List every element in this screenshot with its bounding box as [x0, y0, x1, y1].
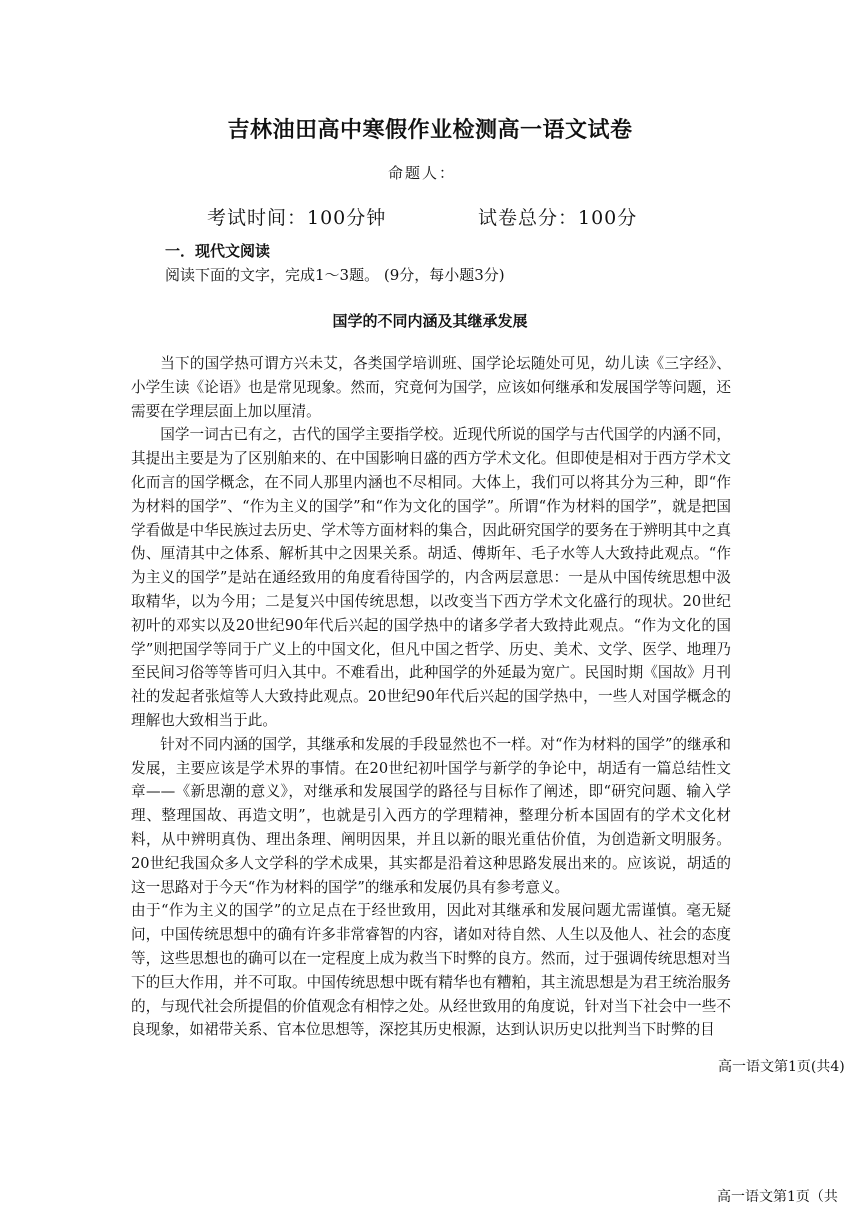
article-title: 国学的不同内涵及其继承发展 — [332, 312, 528, 330]
paragraph: 针对不同内涵的国学，其继承和发展的手段显然也不一样。对“作为材料的国学”的继承和发展，主要应该是学术界的事情。在20世纪初叶国学与新学的争论中，胡适有一篇总结性文章——《新思潮的意义》，对继承和发展国学的路径与目标作了阐述，即“研究问题、输入学理、整理国故、再造文明”，也就是引入西方的学理精神，整理分析本国固有的学术文化材料，从中辨明真伪、理出条理、阐明因果，并且以新的眼光重估价值，为创造新文明服务。20世纪我国众多人文学科的学术成果，其实都是沿着这种思路发展出来的。应该说，胡适的这一思路对于今天“作为材料的国学”的继承和发展仍具有参考意义。 — [131, 735, 731, 896]
author-label: 命题人： — [388, 164, 457, 182]
exam-title: 吉林油田高中寒假作业检测高一语文试卷 — [227, 118, 633, 143]
total-score: 试卷总分：100分 — [478, 207, 638, 229]
section-heading: 一．现代文阅读 — [165, 242, 271, 260]
article-body — [131, 352, 731, 1042]
paragraph: 国学一词古已有之，古代的国学主要指学校。近现代所说的国学与古代国学的内涵不同，其提出主要是为了区别舶来的、在中国影响日盛的西方学术文化。但即使是相对于西方学术文化而言的国学概念，在不同人那里内涵也不尽相同。大体上，我们可以将其分为三种，即“作为材料的国学”、“作为主义的国学”和“作为文化的国学”。所谓“作为材料的国学”，就是把国学看做是中华民族过去历史、学术等方面材料的集合，因此研究国学的要务在于辨明其中之真伪、厘清其中之体系、解析其中之因果关系。胡适、傅斯年、毛子水等人大致持此观点。“作为主义的国学”是站在通经致用的角度看待国学的，内含两层意思：一是从中国传统思想中汲取精华，以为今用；二是复兴中国传统思想，以改变当下西方学术文化盛行的现状。20世纪初叶的邓实以及20世纪90年代后兴起的国学热中的诸多学者大致持此观点。“作为文化的国学”则把国学等同于广义上的中国文化，但凡中国之哲学、历史、美术、文学、医学、地理乃至民间习俗等等皆可归入其中。不难看出，此种国学的外延最为宽广。民国时期《国故》月刊社的发起者张煊等人大致持此观点。20世纪90年代后兴起的国学热中，一些人对国学概念的理解也大致相当于此。 — [131, 426, 731, 729]
section-instruction: 阅读下面的文字，完成1～3题。 (9分，每小题3分) — [165, 266, 505, 284]
page-footer: 高一语文第1页（共 — [717, 1189, 838, 1205]
inline-page-label: 高一语文第1页(共4) — [716, 1056, 845, 1076]
exam-time: 考试时间：100分钟 — [207, 207, 387, 229]
paragraph: 当下的国学热可谓方兴未艾，各类国学培训班、国学论坛随处可见，幼儿读《三字经》、小学生读《论语》也是常见现象。然而，究竟何为国学，应该如何继承和发展国学等问题，还需要在学理层面上加以厘清。 — [131, 355, 731, 420]
paragraph: 由于“作为主义的国学”的立足点在于经世致用，因此对其继承和发展问题尤需谨慎。毫无疑问，中国传统思想中的确有许多非常睿智的内容，诸如对待自然、人生以及他人、社会的态度等，这些思想也的确可以在一定程度上成为救当下时弊的良方。然而，过于强调传统思想对当下的巨大作用，并不可取。中国传统思想中既有精华也有糟粕，其主流思想是为君王统治服务的，与现代社会所提倡的价值观念有相悖之处。从经世致用的角度说，针对当下社会中一些不良现象，如裙带关系、官本位思想等，深挖其历史根源，达到认识历史以批判当下时弊的目 — [131, 902, 731, 1039]
